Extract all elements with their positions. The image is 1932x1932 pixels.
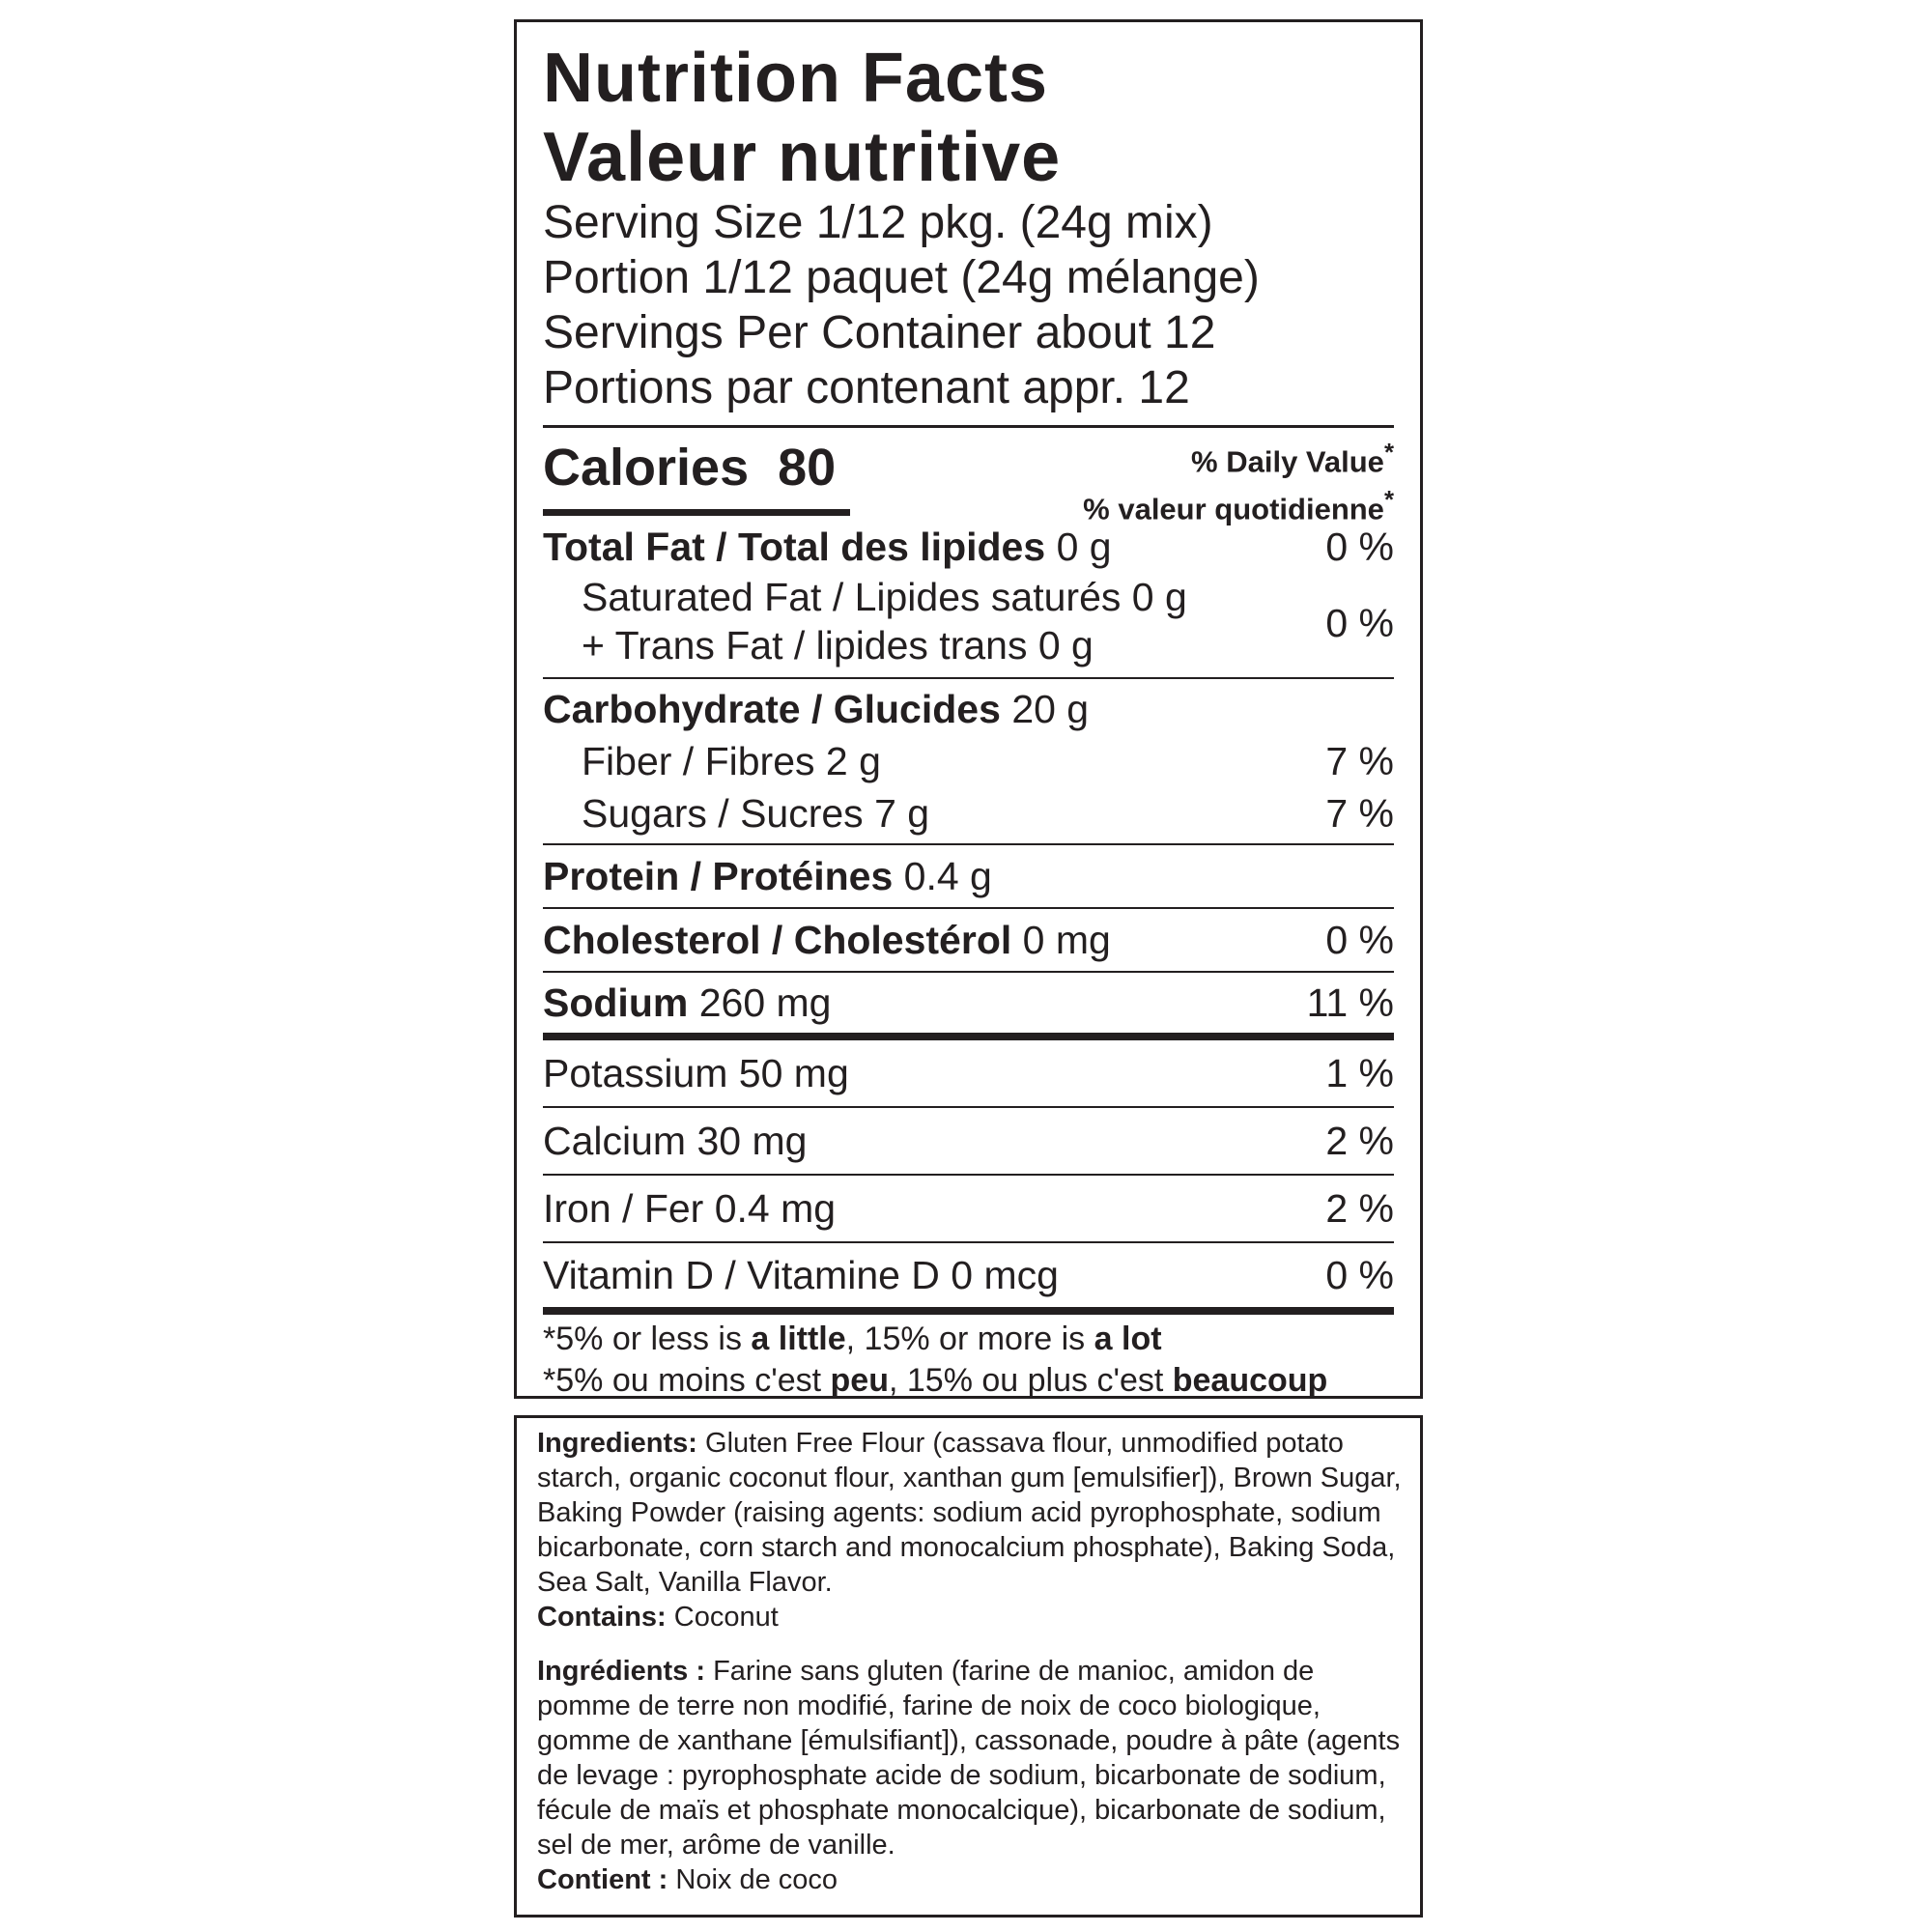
potassium-row xyxy=(543,1040,1394,1106)
fiber-name: Fiber / Fibres xyxy=(582,739,815,783)
sugars-amount: 7 g xyxy=(874,791,930,836)
divider xyxy=(543,677,1394,679)
servings-per-container-french: Portions par contenant appr. 12 xyxy=(543,362,1190,413)
footnote-french xyxy=(543,1360,1394,1402)
potassium-label: Potassium 50 mg xyxy=(543,1051,849,1095)
serving-size-french: Portion 1/12 paquet (24g mélange) xyxy=(543,252,1260,303)
ingredients-content xyxy=(537,1426,1412,1897)
protein-amount: 0.4 g xyxy=(903,854,992,898)
servings-per-container-english: Servings Per Container about 12 xyxy=(543,307,1216,358)
potassium-dv: 1 % xyxy=(1325,1051,1394,1095)
calcium-label: Calcium 30 mg xyxy=(543,1119,808,1163)
calories-row xyxy=(543,428,1394,526)
sugars-row xyxy=(543,787,1394,839)
cholesterol-row xyxy=(543,909,1394,971)
total-fat-dv: 0 % xyxy=(1325,525,1394,569)
daily-value-header-french: % valeur quotidienne xyxy=(1083,492,1384,526)
asterisk-mark: * xyxy=(1383,440,1394,467)
nutrition-facts-content xyxy=(543,22,1394,1402)
fiber-label xyxy=(543,739,881,783)
cholesterol-dv: 0 % xyxy=(1325,918,1394,962)
calories-value: 80 xyxy=(778,439,837,497)
fiber-dv: 7 % xyxy=(1325,739,1394,783)
title-english: Nutrition Facts xyxy=(543,40,1049,117)
iron-label: Iron / Fer 0.4 mg xyxy=(543,1186,837,1231)
contains-english xyxy=(537,1600,1412,1634)
footnote-fr-part: , 15% ou plus c'est xyxy=(888,1362,1173,1399)
spacer xyxy=(537,1634,1412,1654)
total-fat-row xyxy=(543,521,1394,573)
serving-size-english: Serving Size 1/12 pkg. (24g mix) xyxy=(543,197,1213,248)
nutrition-facts-panel xyxy=(514,19,1423,1399)
protein-name: Protein / Protéines xyxy=(543,854,894,898)
cholesterol-label xyxy=(543,918,1111,962)
sat-fat-amount: 0 g xyxy=(1131,575,1187,619)
asterisk-mark: * xyxy=(1383,487,1394,515)
thick-divider xyxy=(543,1307,1394,1315)
trans-fat-amount: 0 g xyxy=(1037,623,1094,668)
protein-row xyxy=(543,845,1394,907)
thick-divider xyxy=(543,1033,1394,1040)
ingredients-panel xyxy=(514,1415,1423,1918)
fiber-row xyxy=(543,735,1394,787)
sat-trans-dv: 0 % xyxy=(1325,601,1394,645)
fiber-amount: 2 g xyxy=(825,739,881,783)
contains-french xyxy=(537,1862,1412,1897)
footnote-fr-bold: peu xyxy=(830,1362,889,1399)
iron-dv: 2 % xyxy=(1325,1186,1394,1231)
title-french: Valeur nutritive xyxy=(543,119,1062,196)
contains-en-text: Coconut xyxy=(666,1602,779,1633)
sugars-dv: 7 % xyxy=(1325,791,1394,836)
total-fat-label xyxy=(543,525,1112,569)
cholesterol-name: Cholesterol / Cholestérol xyxy=(543,918,1012,962)
sat-trans-fat-row xyxy=(543,573,1394,673)
total-fat-amount: 0 g xyxy=(1056,525,1112,569)
calories-underline xyxy=(543,509,850,516)
sodium-row xyxy=(543,973,1394,1033)
iron-row xyxy=(543,1176,1394,1241)
carbohydrate-amount: 20 g xyxy=(1011,687,1090,731)
calories-text: Calories xyxy=(543,439,750,497)
footnote-fr-bold: beaucoup xyxy=(1172,1362,1328,1399)
footnote-en-bold: a lot xyxy=(1094,1321,1162,1357)
sat-fat-name: Saturated Fat / Lipides saturés xyxy=(582,575,1122,619)
sugars-name: Sugars / Sucres xyxy=(582,791,864,836)
contains-en-label: Contains: xyxy=(537,1602,667,1633)
footnote-en-part: , 15% or more is xyxy=(845,1321,1094,1357)
sodium-dv: 11 % xyxy=(1306,980,1394,1025)
sugars-label xyxy=(543,791,929,836)
ingredients-english xyxy=(537,1426,1412,1600)
calcium-row xyxy=(543,1108,1394,1174)
footnote-fr-part: *5% ou moins c'est xyxy=(543,1362,831,1399)
carbohydrate-name: Carbohydrate / Glucides xyxy=(543,687,1001,731)
total-fat-name: Total Fat / Total des lipides xyxy=(543,525,1046,569)
trans-fat-line xyxy=(543,621,1394,669)
trans-fat-name: + Trans Fat / lipides trans xyxy=(582,623,1028,668)
vitamin-d-row xyxy=(543,1243,1394,1307)
vitamin-d-dv: 0 % xyxy=(1325,1253,1394,1297)
ingredients-en-text: Gluten Free Flour (cassava flour, unmodified potato starch, organic coconut flour, xanthan gum [emulsifier]), Brown Sugar, Baking Powder (raising agents: sodium acid pyrophosphate, sodium bicarbonate, corn starch and monocalcium phosphate), Baking Soda, Sea Salt, Vanilla Flavor. xyxy=(537,1428,1402,1598)
ingredients-en-label: Ingredients: xyxy=(537,1428,697,1459)
daily-value-header xyxy=(1083,434,1394,529)
footnote-en-part: *5% or less is xyxy=(543,1321,752,1357)
protein-label xyxy=(543,854,992,898)
footnote-english xyxy=(543,1319,1394,1360)
carbohydrate-row xyxy=(543,683,1394,735)
contains-fr-label: Contient : xyxy=(537,1864,668,1895)
vitamin-d-label: Vitamin D / Vitamine D 0 mcg xyxy=(543,1253,1059,1297)
calcium-dv: 2 % xyxy=(1325,1119,1394,1163)
sat-fat-line xyxy=(543,573,1394,621)
sodium-label xyxy=(543,980,832,1025)
ingredients-fr-label: Ingrédients : xyxy=(537,1656,706,1687)
carbohydrate-label xyxy=(543,687,1089,731)
footnote-en-bold: a little xyxy=(751,1321,846,1357)
cholesterol-amount: 0 mg xyxy=(1022,918,1111,962)
daily-value-header-english: % Daily Value xyxy=(1191,444,1384,479)
ingredients-fr-text: Farine sans gluten (farine de manioc, amidon de pomme de terre non modifié, farine de noix de coco biologique, gomme de xanthane [émulsifiant]), cassonade, poudre à pâte (agents de levage : pyrophosphate acide de sodium, bicarbonate de sodium, fécule de maïs et phosphate monocalcique), bicarbonate de sodium, sel de mer, arôme de vanille. xyxy=(537,1656,1401,1861)
sodium-amount: 260 mg xyxy=(698,980,832,1025)
ingredients-french xyxy=(537,1654,1412,1862)
calories-label xyxy=(543,438,836,497)
contains-fr-text: Noix de coco xyxy=(668,1864,838,1895)
sodium-name: Sodium xyxy=(543,980,689,1025)
